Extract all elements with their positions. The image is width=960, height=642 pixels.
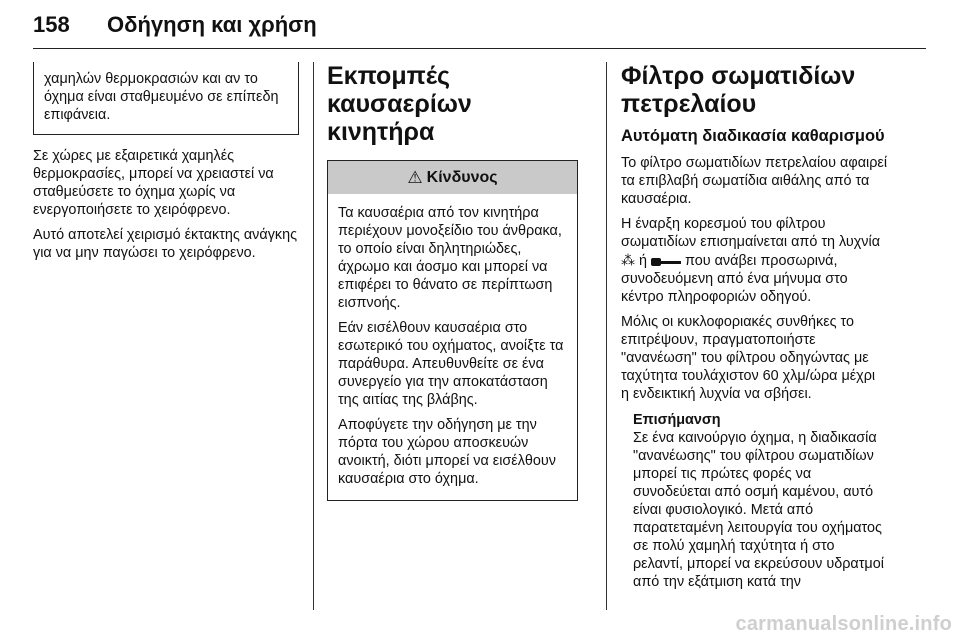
paragraph	[621, 215, 887, 306]
continued-box: χαμηλών θερμοκρασιών και αν το όχημα είναι σταθμευμένο σε επίπεδη επιφάνεια.	[33, 62, 299, 135]
watermark: carmanualsonline.info	[735, 613, 952, 635]
danger-header	[328, 161, 577, 194]
indicator-lamp-icon	[651, 257, 681, 266]
subsection-title: Αυτόματη διαδικασία καθαρισμού	[621, 127, 885, 145]
paragraph: Εάν εισέλθουν καυσαέρια στο εσωτερικό του οχήματος, ανοίξτε τα παράθυρα. Απευθυνθείτε σε ένα συνεργείο για την αποκατάσταση της αιτίας της βλάβης.	[338, 320, 564, 408]
paragraph-text: που ανάβει προσωρινά, συνοδευόμενη από ένα μήνυμα στο κέντρο πληροφοριών οδηγού.	[621, 253, 848, 305]
paragraph-text: ή	[639, 253, 648, 269]
paragraph: Τα καυσαέρια από τον κινητήρα περιέχουν μονοξείδιο του άνθρακα, το οποίο είναι δηλητηριώδες, άχρωμο και άοσμο και μπορεί να επιφέρει το θάνατο σε περίπτωση εισπνοής.	[338, 205, 562, 311]
danger-box	[327, 160, 578, 501]
section-title: Εκπομπές καυσαερίων κινητήρα	[327, 62, 472, 146]
paragraph: Αυτό αποτελεί χειρισμό έκτακτης ανάγκης για να μην παγώσει το χειρόφρενο.	[33, 227, 298, 261]
column-right	[621, 62, 887, 591]
page-title: Οδήγηση και χρήση	[107, 12, 317, 37]
filter-warning-icon: ⁂	[621, 252, 635, 268]
note-block	[633, 411, 887, 591]
danger-heading: Κίνδυνος	[426, 168, 498, 186]
paragraph: Αποφύγετε την οδήγηση με την πόρτα του χώρου αποσκευών ανοικτή, διότι μπορεί να εισέλθουν καυσαέρια στο όχημα.	[338, 417, 556, 487]
paragraph: Μόλις οι κυκλοφοριακές συνθήκες το επιτρέψουν, πραγματοποιήστε "ανανέωση" του φίλτρου οδηγώντας με ταχύτητα τουλάχιστον 60 χλμ/ώρα μέχρι η ενδεικτική λυχνία να σβήσει.	[621, 314, 876, 402]
paragraph: Το φίλτρο σωματιδίων πετρελαίου αφαιρεί τα επιβλαβή σωματίδια αιθάλης από τα καυσαέρια.	[621, 155, 888, 207]
note-text: Σε ένα καινούργιο όχημα, η διαδικασία "ανανέωσης" του φίλτρου σωματιδίων μπορεί τις πρώτες φορές να συνοδεύεται από οσμή καμένου, αυτό είναι φυσιολογικό. Μετά από παρατεταμένη λειτουργία του οχήματος σε πολύ χαμηλή ταχύτητα ή στο ρελαντί, μπορεί να εκρεύσουν υδρατμοί από την εξάτμιση κατά την	[633, 430, 884, 590]
column-left	[33, 62, 299, 262]
warning-icon: ⚠	[407, 167, 423, 187]
page-header	[33, 8, 926, 49]
page-number: 158	[33, 12, 70, 37]
column-middle	[327, 62, 578, 501]
column-divider	[606, 62, 607, 610]
note-title: Επισήμανση	[633, 412, 721, 428]
danger-body	[328, 194, 577, 500]
paragraph-text: Η έναρξη κορεσμού του φίλτρου σωματιδίων επισημαίνεται από τη λυχνία	[621, 216, 881, 250]
section-title: Φίλτρο σωματιδίων πετρελαίου	[621, 62, 856, 118]
paragraph: Σε χώρες με εξαιρετικά χαμηλές θερμοκρασίες, μπορεί να χρειαστεί να σταθμεύσετε το όχημα χωρίς να ενεργοποιήσετε το χειρόφρενο.	[33, 148, 274, 218]
column-divider	[313, 62, 314, 610]
